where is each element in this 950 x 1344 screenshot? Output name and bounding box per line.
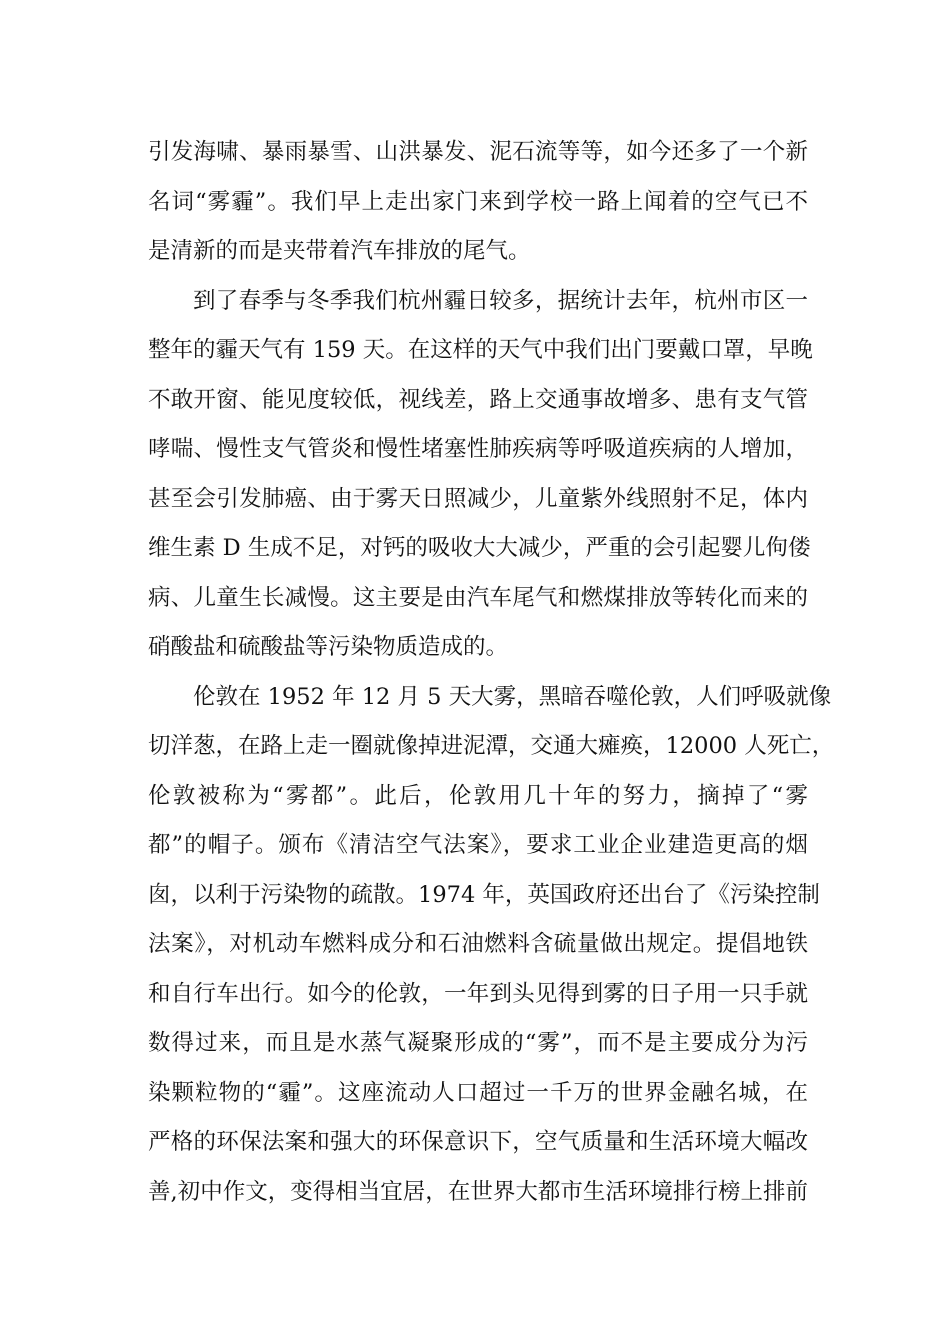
text-line: 法案》，对机动车燃料成分和石油燃料含硫量做出规定。提倡地铁 bbox=[148, 931, 808, 957]
text-line: 染颗粒物的“霾”。这座流动人口超过一千万的世界金融名城，在 bbox=[148, 1079, 808, 1106]
body-text bbox=[148, 128, 835, 1217]
text-line: 不敢开窗、能见度较低，视线差，路上交通事故增多、患有支气管 bbox=[148, 386, 808, 413]
paragraph-2 bbox=[148, 277, 813, 673]
text-line: 硝酸盐和硫酸盐等污染物质造成的。 bbox=[148, 634, 509, 660]
text-line: 引发海啸、暴雨暴雪、山洪暴发、泥石流等等，如今还多了一个新 bbox=[148, 139, 808, 165]
text-line: 数得过来，而且是水蒸气凝聚形成的“雾”，而不是主要成分为污 bbox=[148, 1030, 808, 1056]
text-line: 是清新的而是夹带着汽车排放的尾气。 bbox=[148, 238, 531, 264]
paragraph-1 bbox=[148, 128, 808, 277]
text-line: 伦敦在 1952 年 12 月 5 天大雾，黑暗吞噬伦敦，人们呼吸就像 bbox=[193, 683, 832, 710]
text-line: 严格的环保法案和强大的环保意识下，空气质量和生活环境大幅改 bbox=[148, 1129, 808, 1155]
text-line: 哮喘、慢性支气管炎和慢性堵塞性肺疾病等呼吸道疾病的人增加， bbox=[148, 436, 808, 462]
text-line: 到了春季与冬季我们杭州霾日较多，据统计去年，杭州市区一 bbox=[193, 287, 808, 314]
text-line: 切洋葱，在路上走一圈就像掉进泥潭，交通大瘫痪，12000 人死亡， bbox=[148, 733, 835, 759]
text-line: 整年的霾天气有 159 天。在这样的天气中我们出门要戴口罩，早晚 bbox=[148, 337, 813, 363]
text-line: 都”的帽子。颁布《清洁空气法案》，要求工业企业建造更高的烟 bbox=[148, 832, 808, 858]
paragraph-3 bbox=[148, 673, 835, 1218]
text-line: 伦敦被称为“雾都”。此后，伦敦用几十年的努力，摘掉了“雾 bbox=[148, 782, 808, 809]
text-line: 维生素 D 生成不足，对钙的吸收大大减少，严重的会引起婴儿佝偻 bbox=[148, 535, 811, 561]
text-line: 囱，以利于污染物的疏散。1974 年，英国政府还出台了《污染控制 bbox=[148, 881, 820, 908]
text-line: 善,初中作文，变得相当宜居，在世界大都市生活环境排行榜上排前 bbox=[148, 1178, 808, 1205]
text-line: 病、儿童生长减慢。这主要是由汽车尾气和燃煤排放等转化而来的 bbox=[148, 584, 808, 611]
text-line: 名词“雾霾”。我们早上走出家门来到学校一路上闻着的空气已不 bbox=[148, 188, 808, 215]
text-line: 甚至会引发肺癌、由于雾天日照减少，儿童紫外线照射不足，体内 bbox=[148, 485, 808, 512]
text-line: 和自行车出行。如今的伦敦，一年到头见得到雾的日子用一只手就 bbox=[148, 980, 808, 1007]
